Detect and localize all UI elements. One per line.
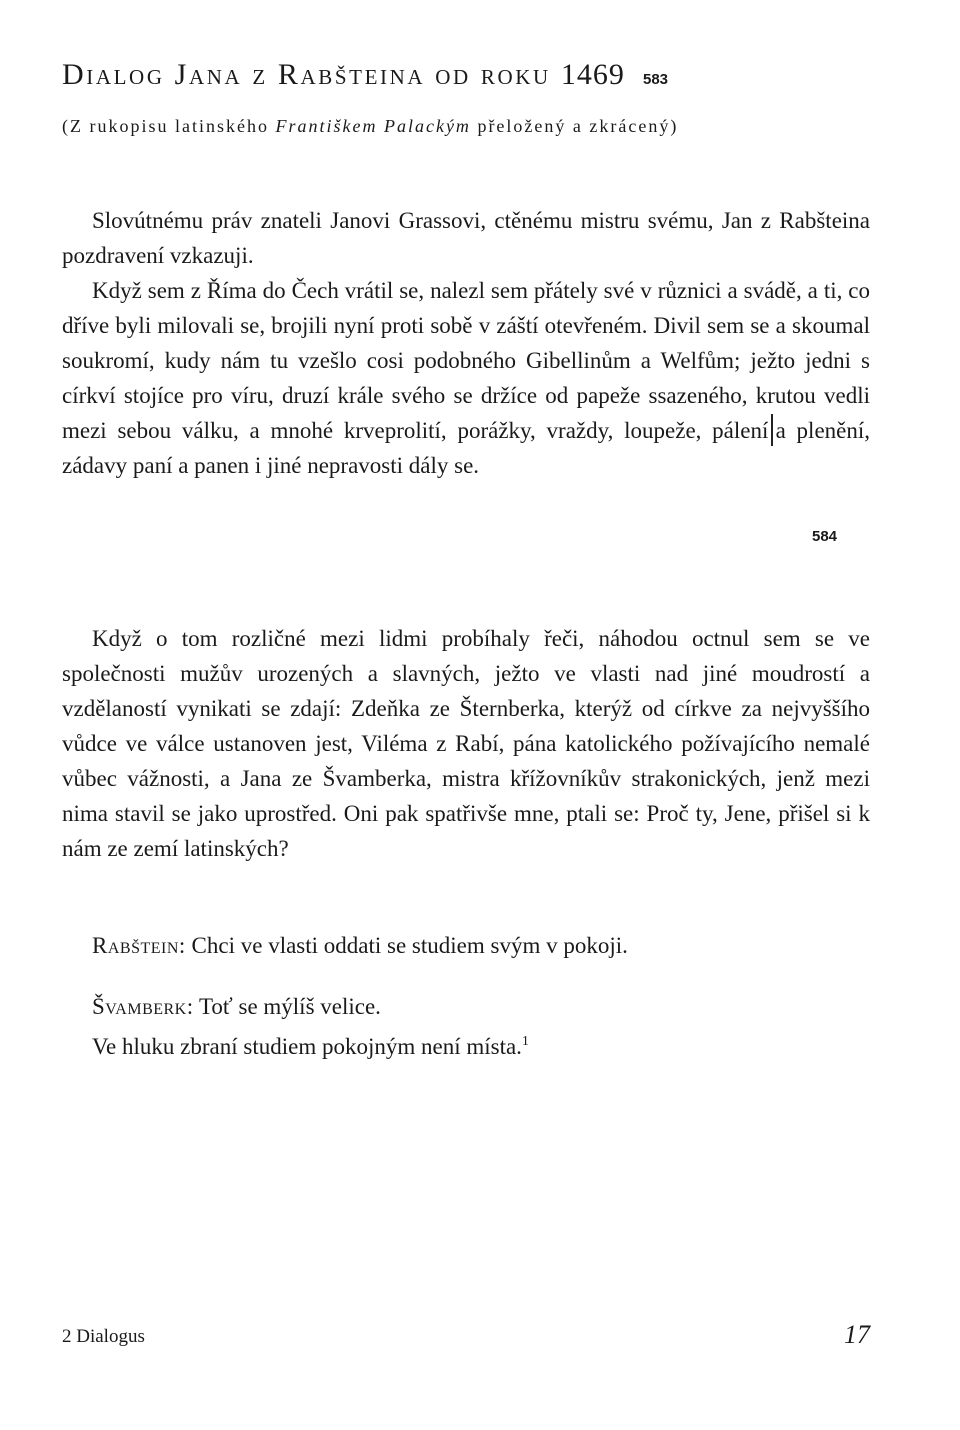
title-text: Dialog Jana z Rabšteina od roku bbox=[62, 58, 551, 91]
margin-page-number: 584 bbox=[812, 528, 838, 545]
page-number: 17 bbox=[844, 1320, 870, 1349]
speaker-rabstein: Rabštein: bbox=[92, 933, 186, 958]
dialog-line3-text: Ve hluku zbraní studiem pokojným není místa. bbox=[92, 1034, 522, 1059]
speaker-svamberk: Švamberk: bbox=[92, 994, 194, 1019]
footnote-marker: 1 bbox=[521, 1034, 529, 1049]
dialog-line-svamberk bbox=[62, 989, 870, 1024]
subtitle-translator: Františkem Palackým bbox=[275, 116, 471, 136]
page-break-mark bbox=[771, 414, 772, 446]
page-content bbox=[62, 55, 870, 1064]
dialog-line-continuation bbox=[62, 1024, 870, 1064]
dialog-line-rabstein bbox=[62, 928, 870, 963]
page-subtitle bbox=[62, 116, 870, 137]
title-year: 1469 bbox=[560, 58, 625, 91]
intro-paragraph bbox=[62, 273, 870, 483]
signature-mark: 2 Dialogus bbox=[62, 1326, 145, 1347]
page-title bbox=[62, 55, 870, 100]
narrative-paragraph: Když o tom rozličné mezi lidmi probíhaly řeči, náhodou octnul sem se ve společnosti mužův urozených a slavných, ježto ve vlasti nad jiné moudrostí a vzdělaností vynikati se zdají: Zdeňka ze Šternberka, kterýž od církve za nejvyššího vůdce ve válce ustanoven jest, Viléma z Rabí, pána katolického požívajícího nemalé vůbec vážnosti, a Jana ze Švamberka, mistra křížovníkův strakonických, jenž mezi nima stavil se jako uprostřed. Oni pak spatřivše mne, ptali se: Proč ty, Jene, přišel si k nám ze zemí latinských? bbox=[62, 626, 870, 861]
subtitle-before: (Z rukopisu latinského bbox=[62, 116, 276, 136]
dialog-line1-text: Chci ve vlasti oddati se studiem svým v pokoji. bbox=[185, 933, 628, 958]
subtitle-after: přeložený a zkrácený) bbox=[470, 116, 679, 136]
intro-text-before-mark: Když sem z Říma do Čech vrátil se, nalezl sem přátely své v různici a svádě, a ti, co dříve byli milovali se, brojili nyní proti sobě v záští otevřeném. Divil sem se a skoumal soukromí, kudy nám tu vzešlo cosi podobného Gibellinům a Welfům; ježto jedni s církví stojíce pro víru, druzí krále svého se držíce od papeže ssazeného, krutou vedli mezi sebou válku, a mnohé krveprolití, porážky, vraždy, loupeže, pálení bbox=[62, 278, 870, 443]
page-footer bbox=[62, 1320, 870, 1352]
source-page-number: 583 bbox=[642, 71, 669, 88]
dialog-section bbox=[62, 928, 870, 1064]
letter-section bbox=[62, 203, 870, 483]
intro-text-after-mark: a plenění, zádavy paní a panen i jiné nepravosti dály se. bbox=[62, 418, 871, 478]
dialog-line2-text: Toť se mýlíš velice. bbox=[193, 994, 381, 1019]
narrative-section bbox=[62, 621, 870, 866]
greeting-paragraph: Slovútnému práv znateli Janovi Grassovi, ctěnému mistru svému, Jan z Rabšteina pozdravení vzkazuji. bbox=[62, 208, 870, 268]
